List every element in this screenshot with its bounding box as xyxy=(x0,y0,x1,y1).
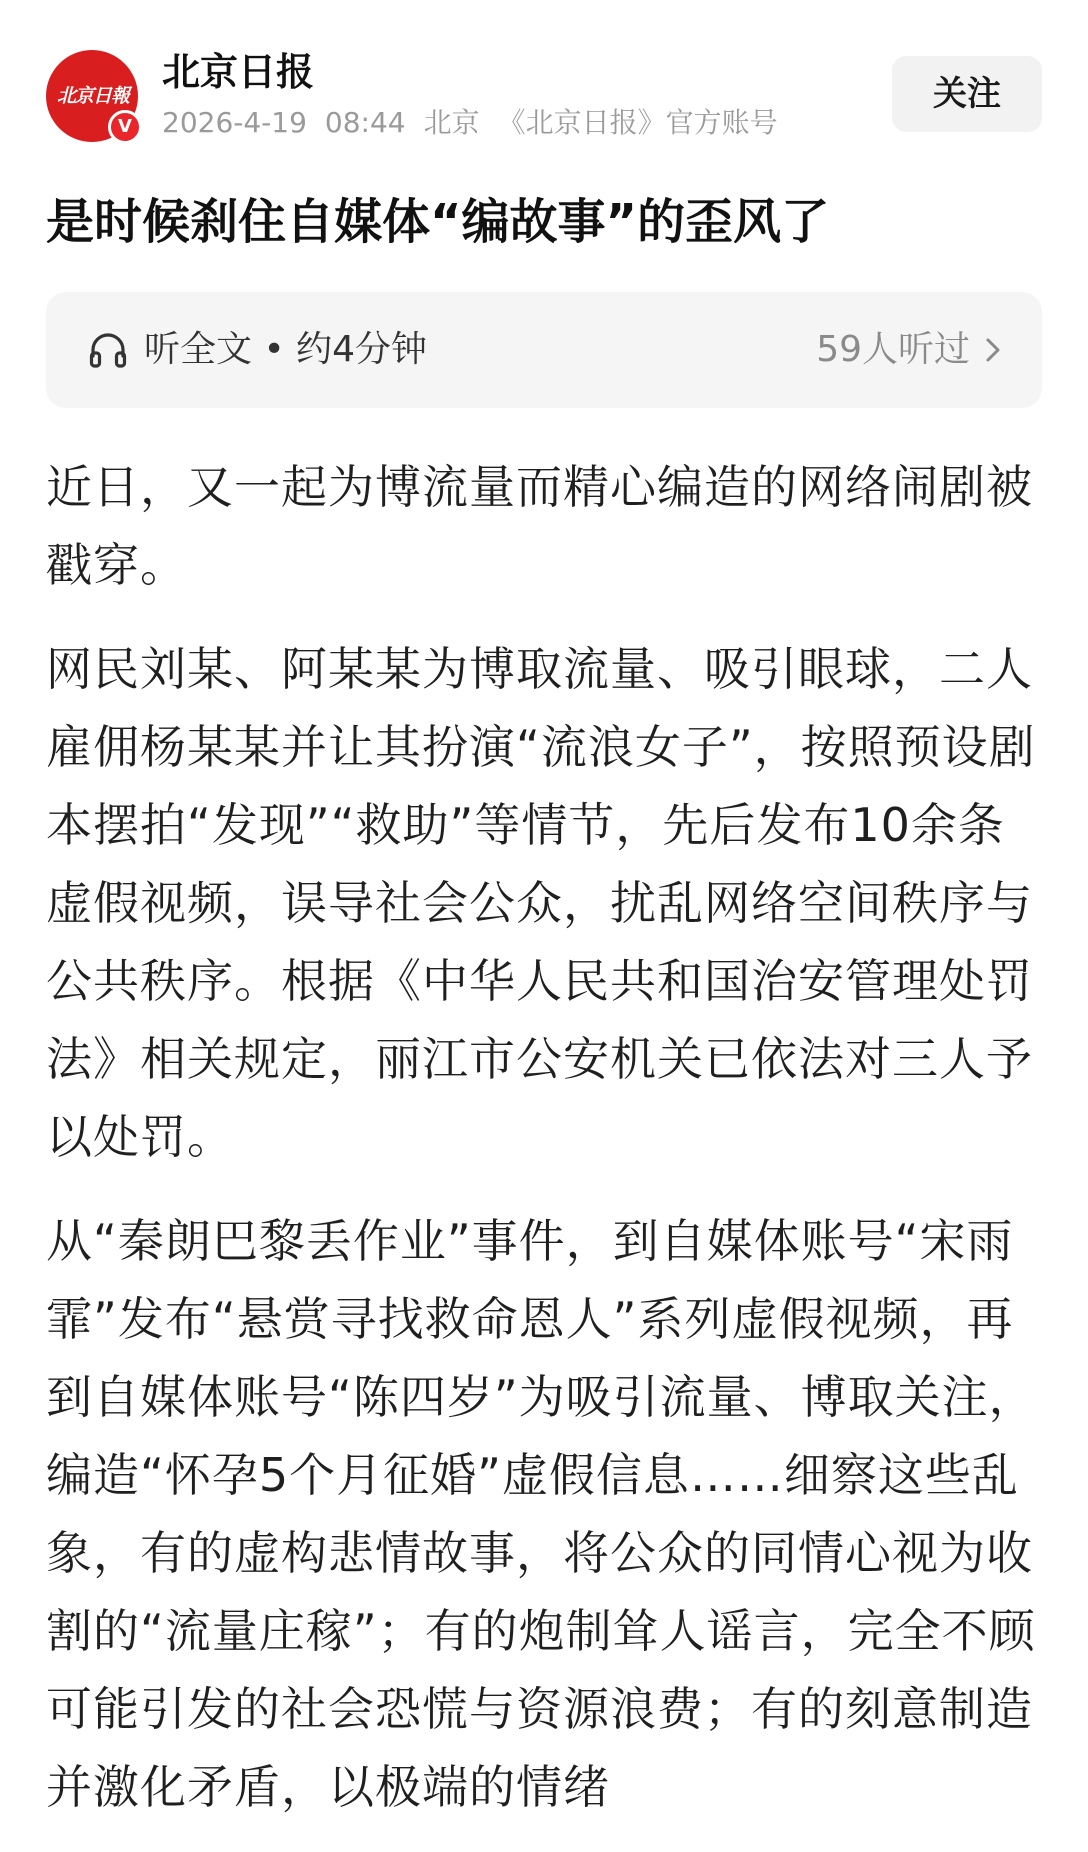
source-name[interactable]: 北京日报 xyxy=(162,50,315,94)
follow-button[interactable]: 关注 xyxy=(892,56,1042,132)
article-body xyxy=(46,448,1046,1852)
paragraph-2: 网民刘某、阿某某为博取流量、吸引眼球，二人雇佣杨某某并让其扮演“流浪女子”，按照预设剧本摆拍“发现”“救助”等情节，先后发布10余条虚假视频，误导社会公众，扰乱网络空间秩序与公共秩序。根据《中华人民共和国治安管理处罚法》相关规定，丽江市公安机关已依法对三人予以处罚。 xyxy=(46,642,1036,1164)
publish-meta xyxy=(162,104,796,142)
paragraph-3: 从“秦朗巴黎丢作业”事件，到自媒体账号“宋雨霏”发布“悬赏寻找救命恩人”系列虚假视频，再到自媒体账号“陈四岁”为吸引流量、博取关注，编造“怀孕5个月征婚”虚假信息……细察这些乱象，有的虚构悲情故事，将公众的同情心视为收割的“流量庄稼”；有的炮制耸人谣言，完全不顾可能引发的社会恐慌与资源浪费；有的刻意制造并激化矛盾，以极端的情绪 xyxy=(46,1214,1036,1814)
publish-location: 北京 xyxy=(423,106,480,139)
chevron-right-icon xyxy=(984,336,1002,364)
beijing-daily-logo: 北京日報 xyxy=(56,85,129,107)
article-title: 是时候刹住自媒体“编故事”的歪风了 xyxy=(46,194,830,250)
listen-full-text-bar[interactable] xyxy=(46,292,1042,408)
paragraph-1: 近日，又一起为博流量而精心编造的网络闹剧被戳穿。 xyxy=(46,460,1033,592)
account-type: 《北京日报》官方账号 xyxy=(497,106,778,139)
avatar[interactable] xyxy=(46,50,138,142)
listen-label: 听全文 • 约4分钟 xyxy=(144,329,428,370)
verified-badge-icon: V xyxy=(108,110,142,144)
publish-date: 2026-4-19 xyxy=(162,106,307,139)
article-header xyxy=(46,46,1042,146)
publish-time: 08:44 xyxy=(324,106,406,139)
listen-count: 59人听过 xyxy=(816,329,970,370)
headphone-icon xyxy=(88,330,128,370)
